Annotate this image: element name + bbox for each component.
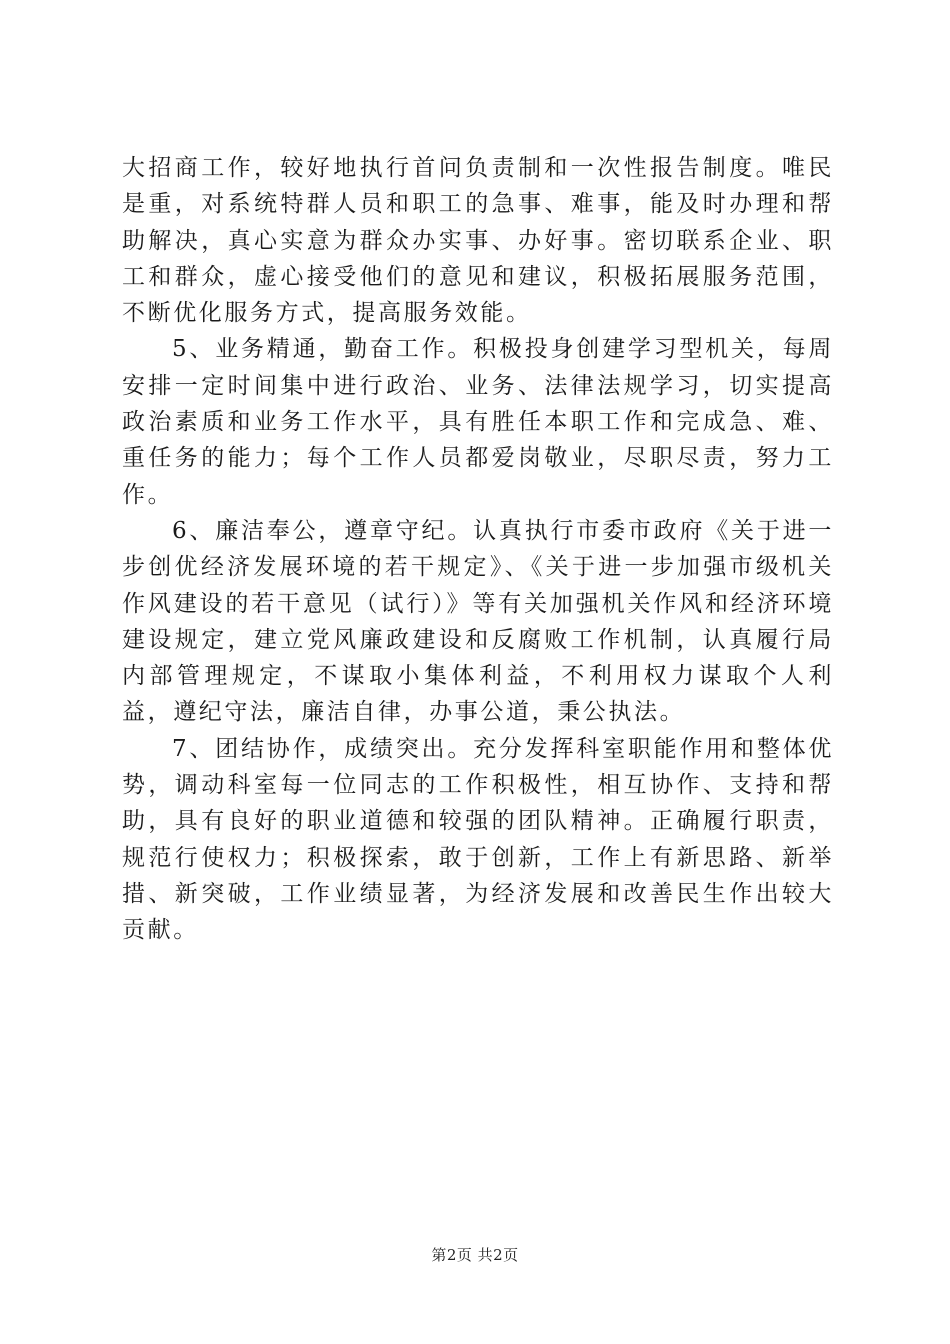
paragraph-item-7: 7、团结协作，成绩突出。充分发挥科室职能作用和整体优势，调动科室每一位同志的工作积极性，相互协作、支持和帮助，具有良好的职业道德和较强的团队精神。正确履行职责，规范行使权力；积极探索，敢于创新，工作上有新思路、新举措、新突破，工作业绩显著，为经济发展和改善民生作出较大贡献。 [122,735,834,944]
document-body [122,150,834,949]
paragraph-item-6: 6、廉洁奉公，遵章守纪。认真执行市委市政府《关于进一步创优经济发展环境的若干规定》、《关于进一步加强市级机关作风建设的若干意见（试行）》等有关加强机关作风和经济环境建设规定，建立党风廉政建设和反腐败工作机制，认真履行局内部管理规定，不谋取小集体利益，不利用权力谋取个人利益，遵纪守法，廉洁自律，办事公道，秉公执法。 [122,517,834,726]
page-footer [0,1244,950,1265]
paragraph-item-5: 5、业务精通，勤奋工作。积极投身创建学习型机关，每周安排一定时间集中进行政治、业务、法律法规学习，切实提高政治素质和业务工作水平，具有胜任本职工作和完成急、难、重任务的能力；每个工作人员都爱岗敬业，尽职尽责，努力工作。 [122,336,834,508]
paragraph-continuation: 大招商工作，较好地执行首问负责制和一次性报告制度。唯民是重，对系统特群人员和职工的急事、难事，能及时办理和帮助解决，真心实意为群众办实事、办好事。密切联系企业、职工和群众，虚心接受他们的意见和建议，积极拓展服务范围，不断优化服务方式，提高服务效能。 [122,155,834,327]
page-number: 第2页 共2页 [431,1246,519,1264]
